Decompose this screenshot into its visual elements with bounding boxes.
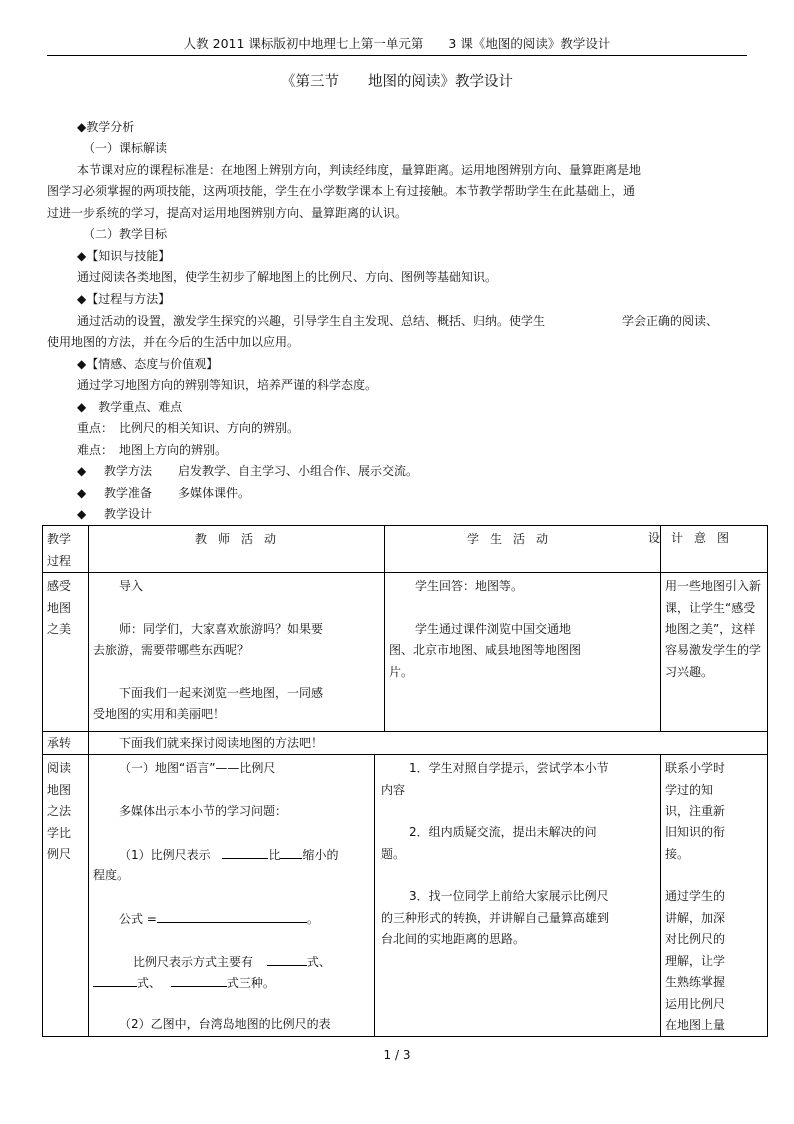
design-line: 学过的知 (665, 783, 714, 797)
para-line: 重点： 比例尺的相关知识、方向的辨别。 (77, 421, 300, 435)
goal-heading: ◆【情感、态度与价值观】 (77, 357, 219, 371)
teacher-text: （1）比例尺表示 (119, 848, 211, 862)
prep-value: 多媒体课件。 (178, 486, 251, 500)
para-line: 通过学习地图方向的辨别等知识，培养严谨的科学态度。 (77, 378, 378, 392)
fill-blank (171, 975, 227, 987)
section-key-points: ◆ 教学重点、难点 (77, 400, 183, 414)
header-teacher-label: 教师活动 (195, 532, 288, 546)
goal-heading: ◆【过程与方法】 (77, 292, 171, 306)
design-line: 课，让学生“感受 (665, 601, 756, 615)
process-line: 例尺 (47, 847, 72, 861)
design-line: 理解，让学 (665, 954, 726, 968)
student-line: 题。 (381, 847, 406, 861)
student-activity (385, 573, 661, 732)
teacher-text: 比例尺表示方式主要有 (133, 955, 254, 969)
design-intent (661, 573, 768, 732)
design-intent (661, 755, 768, 1037)
header-divider (47, 55, 747, 56)
para-line: 难点： 地图上方向的辨别。 (77, 443, 228, 457)
design-line: 讲解，加深 (665, 911, 726, 925)
header-student (385, 526, 661, 573)
section-teaching-analysis: ◆教学分析 (77, 120, 135, 134)
para-line: 本节课对应的课程标准是：在地图上辨别方向，判读经纬度，量算距离。运用地图辨别方向、量算距离是地 (77, 163, 642, 177)
teacher-blank-line (133, 954, 331, 969)
teacher-text: 。 (306, 912, 319, 926)
design-line: 容易激发学生的学 (665, 643, 762, 657)
transition-line: 下面我们就来探讨阅读地图的方法吧！ (119, 736, 324, 750)
design-line: 联系小学时 (665, 761, 726, 775)
transition-text (89, 732, 768, 755)
teacher-line: （一）地图“语言”——比例尺 (119, 761, 276, 775)
process-line: 承转 (47, 736, 72, 750)
design-label: 教学设计 (104, 507, 153, 521)
bullet-icon: ◆ (77, 507, 87, 521)
fill-blank (222, 847, 268, 859)
bullet-icon: ◆ (77, 486, 87, 500)
process-line: 之法 (47, 804, 72, 818)
teacher-blank-line (119, 847, 339, 862)
page-header: 人教 2011 课标版初中地理七上第一单元第 3 课《地图的阅读》教学设计 (183, 36, 611, 51)
prep-label: 教学准备 (104, 486, 153, 500)
teacher-line: 去旅游，需要带哪些东西呢？ (93, 643, 250, 657)
teacher-text: 公式 = (119, 912, 157, 926)
teacher-activity (89, 573, 385, 732)
method-value: 启发教学、自主学习、小组合作、展示交流。 (178, 464, 419, 478)
header-student-label: 学生活动 (467, 532, 560, 546)
method-label: 教学方法 (104, 464, 153, 478)
process-line: 地图 (47, 601, 72, 615)
para-line: 通过阅读各类地图，使学生初步了解地图上的比例尺、方向、图例等基础知识。 (77, 270, 498, 284)
para-line: 使用地图的方法，并在今后的生活中加以应用。 (47, 335, 300, 349)
fill-blank (280, 847, 302, 859)
header-process-line: 过程 (47, 554, 72, 568)
teacher-line: 多媒体出示本小节的学习问题： (119, 804, 288, 818)
process-line: 学比 (47, 826, 72, 840)
design-line: 生熟练掌握 (665, 975, 726, 989)
table-row (43, 732, 768, 755)
teacher-line: 受地图的实用和美丽吧！ (93, 707, 226, 721)
design-line: 对比例尺的 (665, 932, 726, 946)
para-line: 学会正确的阅读、 (622, 314, 719, 328)
student-line: 3．找一位同学上前给大家展示比例尺 (409, 889, 609, 903)
teacher-blank-line (119, 911, 319, 926)
teacher-text: 式、 (137, 976, 162, 990)
row-process (43, 732, 89, 755)
student-line: 学生通过课件浏览中国交通地 (415, 622, 572, 636)
header-process-line: 教学 (47, 532, 72, 546)
teacher-blank-line (93, 975, 275, 990)
design-line: 接。 (665, 847, 690, 861)
student-line: 台北间的实地距离的思路。 (381, 932, 526, 946)
teacher-text: 式、 (306, 955, 331, 969)
subsection-goals: （二）教学目标 (83, 227, 168, 241)
student-activity (375, 755, 661, 1037)
header-process (43, 526, 89, 573)
student-line: 1．学生对照自学提示，尝试学本小节 (409, 761, 609, 775)
student-line: 图、北京市地图、咸县地图等地图图 (389, 643, 582, 657)
process-line: 阅读 (47, 761, 72, 775)
header-teacher (89, 526, 385, 573)
process-line: 感受 (47, 579, 72, 593)
fill-blank (267, 954, 307, 966)
goal-heading: ◆【知识与技能】 (77, 249, 171, 263)
subsection-standard: （一）课标解读 (83, 141, 168, 155)
teacher-line: 导入 (119, 579, 144, 593)
teacher-text: 式三种。 (226, 976, 275, 990)
row-process (43, 755, 89, 1037)
fill-blank (157, 911, 307, 923)
table-row (43, 573, 768, 732)
design-line: 在地图上量 (665, 1018, 726, 1032)
para-line: 通过活动的设置，激发学生探究的兴趣，引导学生自主发现、总结、概括、归纳。使学生 (77, 314, 546, 328)
para-line: 图学习必须掌握的两项技能，这两项技能，学生在小学数学课本上有过接触。本节教学帮助学生在此基础上，通 (47, 184, 636, 198)
para-line: 过进一步系统的学习，提高对运用地图辨别方向、量算距离的认识。 (47, 206, 408, 220)
design-line: 运用比例尺 (665, 997, 726, 1011)
design-line: 习兴趣。 (665, 665, 714, 679)
lesson-design-table (42, 525, 768, 1037)
teacher-text: 比 (268, 848, 281, 862)
fill-blank (93, 975, 137, 987)
page-number: 1 / 3 (383, 1048, 411, 1062)
student-line: 内容 (381, 783, 406, 797)
row-process (43, 573, 89, 732)
bullet-icon: ◆ (77, 464, 87, 478)
design-line: 地图之美”，这样 (665, 622, 756, 636)
design-line: 用一些地图引入新 (665, 579, 762, 593)
student-line: 的三种形式的转换，并讲解自己量算高雄到 (381, 911, 610, 925)
teacher-activity (89, 755, 375, 1037)
design-line: 识，注重新 (665, 804, 726, 818)
header-design-label: 设计意图 (648, 531, 741, 545)
design-line: 旧知识的衔 (665, 825, 726, 839)
document-title: 《第三节 地图的阅读》教学设计 (281, 74, 513, 90)
process-line: 地图 (47, 783, 72, 797)
student-line: 片。 (389, 665, 414, 679)
student-line: 学生回答：地图等。 (415, 579, 524, 593)
student-line: 2．组内质疑交流，提出未解决的问 (409, 825, 597, 839)
design-line: 通过学生的 (665, 889, 726, 903)
process-line: 之美 (47, 622, 72, 636)
teacher-text: 缩小的 (302, 848, 339, 862)
table-row (43, 755, 768, 1037)
teacher-line: 下面我们一起来浏览一些地图，一同感 (119, 686, 324, 700)
teacher-line: 师：同学们，大家喜欢旅游吗？如果要 (119, 622, 324, 636)
teacher-line: （2）乙图中，台湾岛地图的比例尺的表 (119, 1017, 331, 1031)
teacher-line: 程度。 (93, 868, 130, 882)
